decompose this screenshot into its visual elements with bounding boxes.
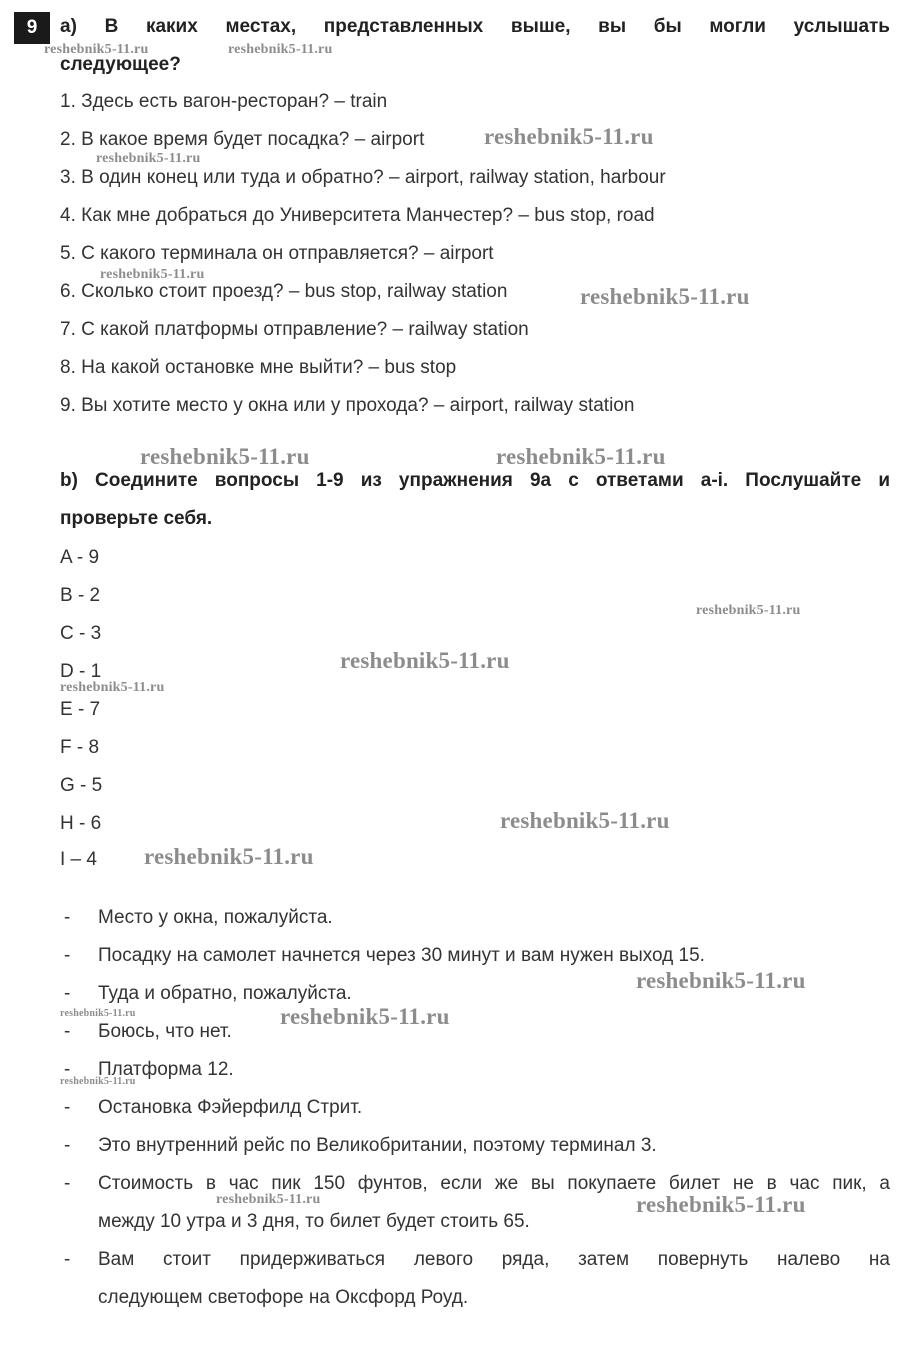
match-answer: G - 5 — [60, 775, 103, 796]
list-dash: - — [64, 1173, 71, 1194]
exercise-number-badge: 9 — [14, 12, 50, 44]
watermark: reshebnik5-11.ru — [228, 42, 333, 57]
list-dash: - — [64, 1059, 71, 1080]
watermark: reshebnik5-11.ru — [60, 1008, 136, 1019]
response-item: Остановка Фэйерфилд Стрит. — [98, 1097, 363, 1118]
response-item: Стоимость в час пик 150 фунтов, если же вы покупаете билет не в час пик, а — [98, 1173, 890, 1194]
watermark: reshebnik5-11.ru — [44, 42, 149, 57]
watermark: reshebnik5-11.ru — [216, 1192, 321, 1207]
watermark: reshebnik5-11.ru — [340, 648, 510, 673]
watermark: reshebnik5-11.ru — [60, 1076, 136, 1087]
list-dash: - — [64, 1021, 71, 1042]
question-item: 7. С какой платформы отправление? – railway station — [60, 319, 529, 340]
question-item: 4. Как мне добраться до Университета Манчестер? – bus stop, road — [60, 205, 655, 226]
watermark: reshebnik5-11.ru — [96, 151, 201, 166]
response-item-continued: между 10 утра и 3 дня, то билет будет стоить 65. — [98, 1211, 530, 1232]
match-answer: B - 2 — [60, 585, 101, 606]
match-answer: C - 3 — [60, 623, 102, 644]
match-answer: D - 1 — [60, 661, 102, 682]
match-answer: E - 7 — [60, 699, 101, 720]
match-answer: H - 6 — [60, 813, 102, 834]
response-item: Туда и обратно, пожалуйста. — [98, 983, 352, 1004]
list-dash: - — [64, 907, 71, 928]
response-item-continued: следующем светофоре на Оксфорд Роуд. — [98, 1287, 469, 1308]
watermark: reshebnik5-11.ru — [696, 603, 801, 618]
response-item: Место у окна, пожалуйста. — [98, 907, 333, 928]
watermark: reshebnik5-11.ru — [60, 680, 165, 695]
part-a-prompt-continued: следующее? — [60, 54, 181, 75]
question-item: 6. Сколько стоит проезд? – bus stop, railway station — [60, 281, 508, 302]
response-item: Боюсь, что нет. — [98, 1021, 232, 1042]
question-item: 1. Здесь есть вагон-ресторан? – train — [60, 91, 388, 112]
part-b-prompt: b) Соедините вопросы 1-9 из упражнения 9a с ответами a-i. Послушайте и — [60, 470, 890, 491]
watermark: reshebnik5-11.ru — [580, 284, 750, 309]
part-a-prompt: a) В каких местах, представленных выше, вы бы могли услышать — [60, 16, 890, 37]
watermark: reshebnik5-11.ru — [100, 267, 205, 282]
question-item: 9. Вы хотите место у окна или у прохода? – airport, railway station — [60, 395, 635, 416]
watermark: reshebnik5-11.ru — [280, 1004, 450, 1029]
match-answer: A - 9 — [60, 547, 100, 568]
watermark: reshebnik5-11.ru — [144, 844, 314, 869]
watermark: reshebnik5-11.ru — [140, 444, 310, 469]
response-item: Это внутренний рейс по Великобритании, поэтому терминал 3. — [98, 1135, 657, 1156]
list-dash: - — [64, 945, 71, 966]
question-item: 5. С какого терминала он отправляется? – airport — [60, 243, 494, 264]
response-item: Вам стоит придерживаться левого ряда, затем повернуть налево на — [98, 1249, 890, 1270]
response-item: Платформа 12. — [98, 1059, 234, 1080]
watermark: reshebnik5-11.ru — [500, 808, 670, 833]
question-item: 8. На какой остановке мне выйти? – bus stop — [60, 357, 457, 378]
watermark: reshebnik5-11.ru — [484, 124, 654, 149]
watermark: reshebnik5-11.ru — [496, 444, 666, 469]
response-item: Посадку на самолет начнется через 30 минут и вам нужен выход 15. — [98, 945, 705, 966]
list-dash: - — [64, 983, 71, 1004]
match-answer: I – 4 — [60, 849, 97, 870]
list-dash: - — [64, 1135, 71, 1156]
list-dash: - — [64, 1249, 71, 1270]
question-item: 3. В один конец или туда и обратно? – airport, railway station, harbour — [60, 167, 666, 188]
match-answer: F - 8 — [60, 737, 100, 758]
question-item: 2. В какое время будет посадка? – airport — [60, 129, 425, 150]
watermark: reshebnik5-11.ru — [636, 968, 806, 993]
watermark: reshebnik5-11.ru — [636, 1192, 806, 1217]
list-dash: - — [64, 1097, 71, 1118]
part-b-prompt-continued: проверьте себя. — [60, 508, 213, 529]
